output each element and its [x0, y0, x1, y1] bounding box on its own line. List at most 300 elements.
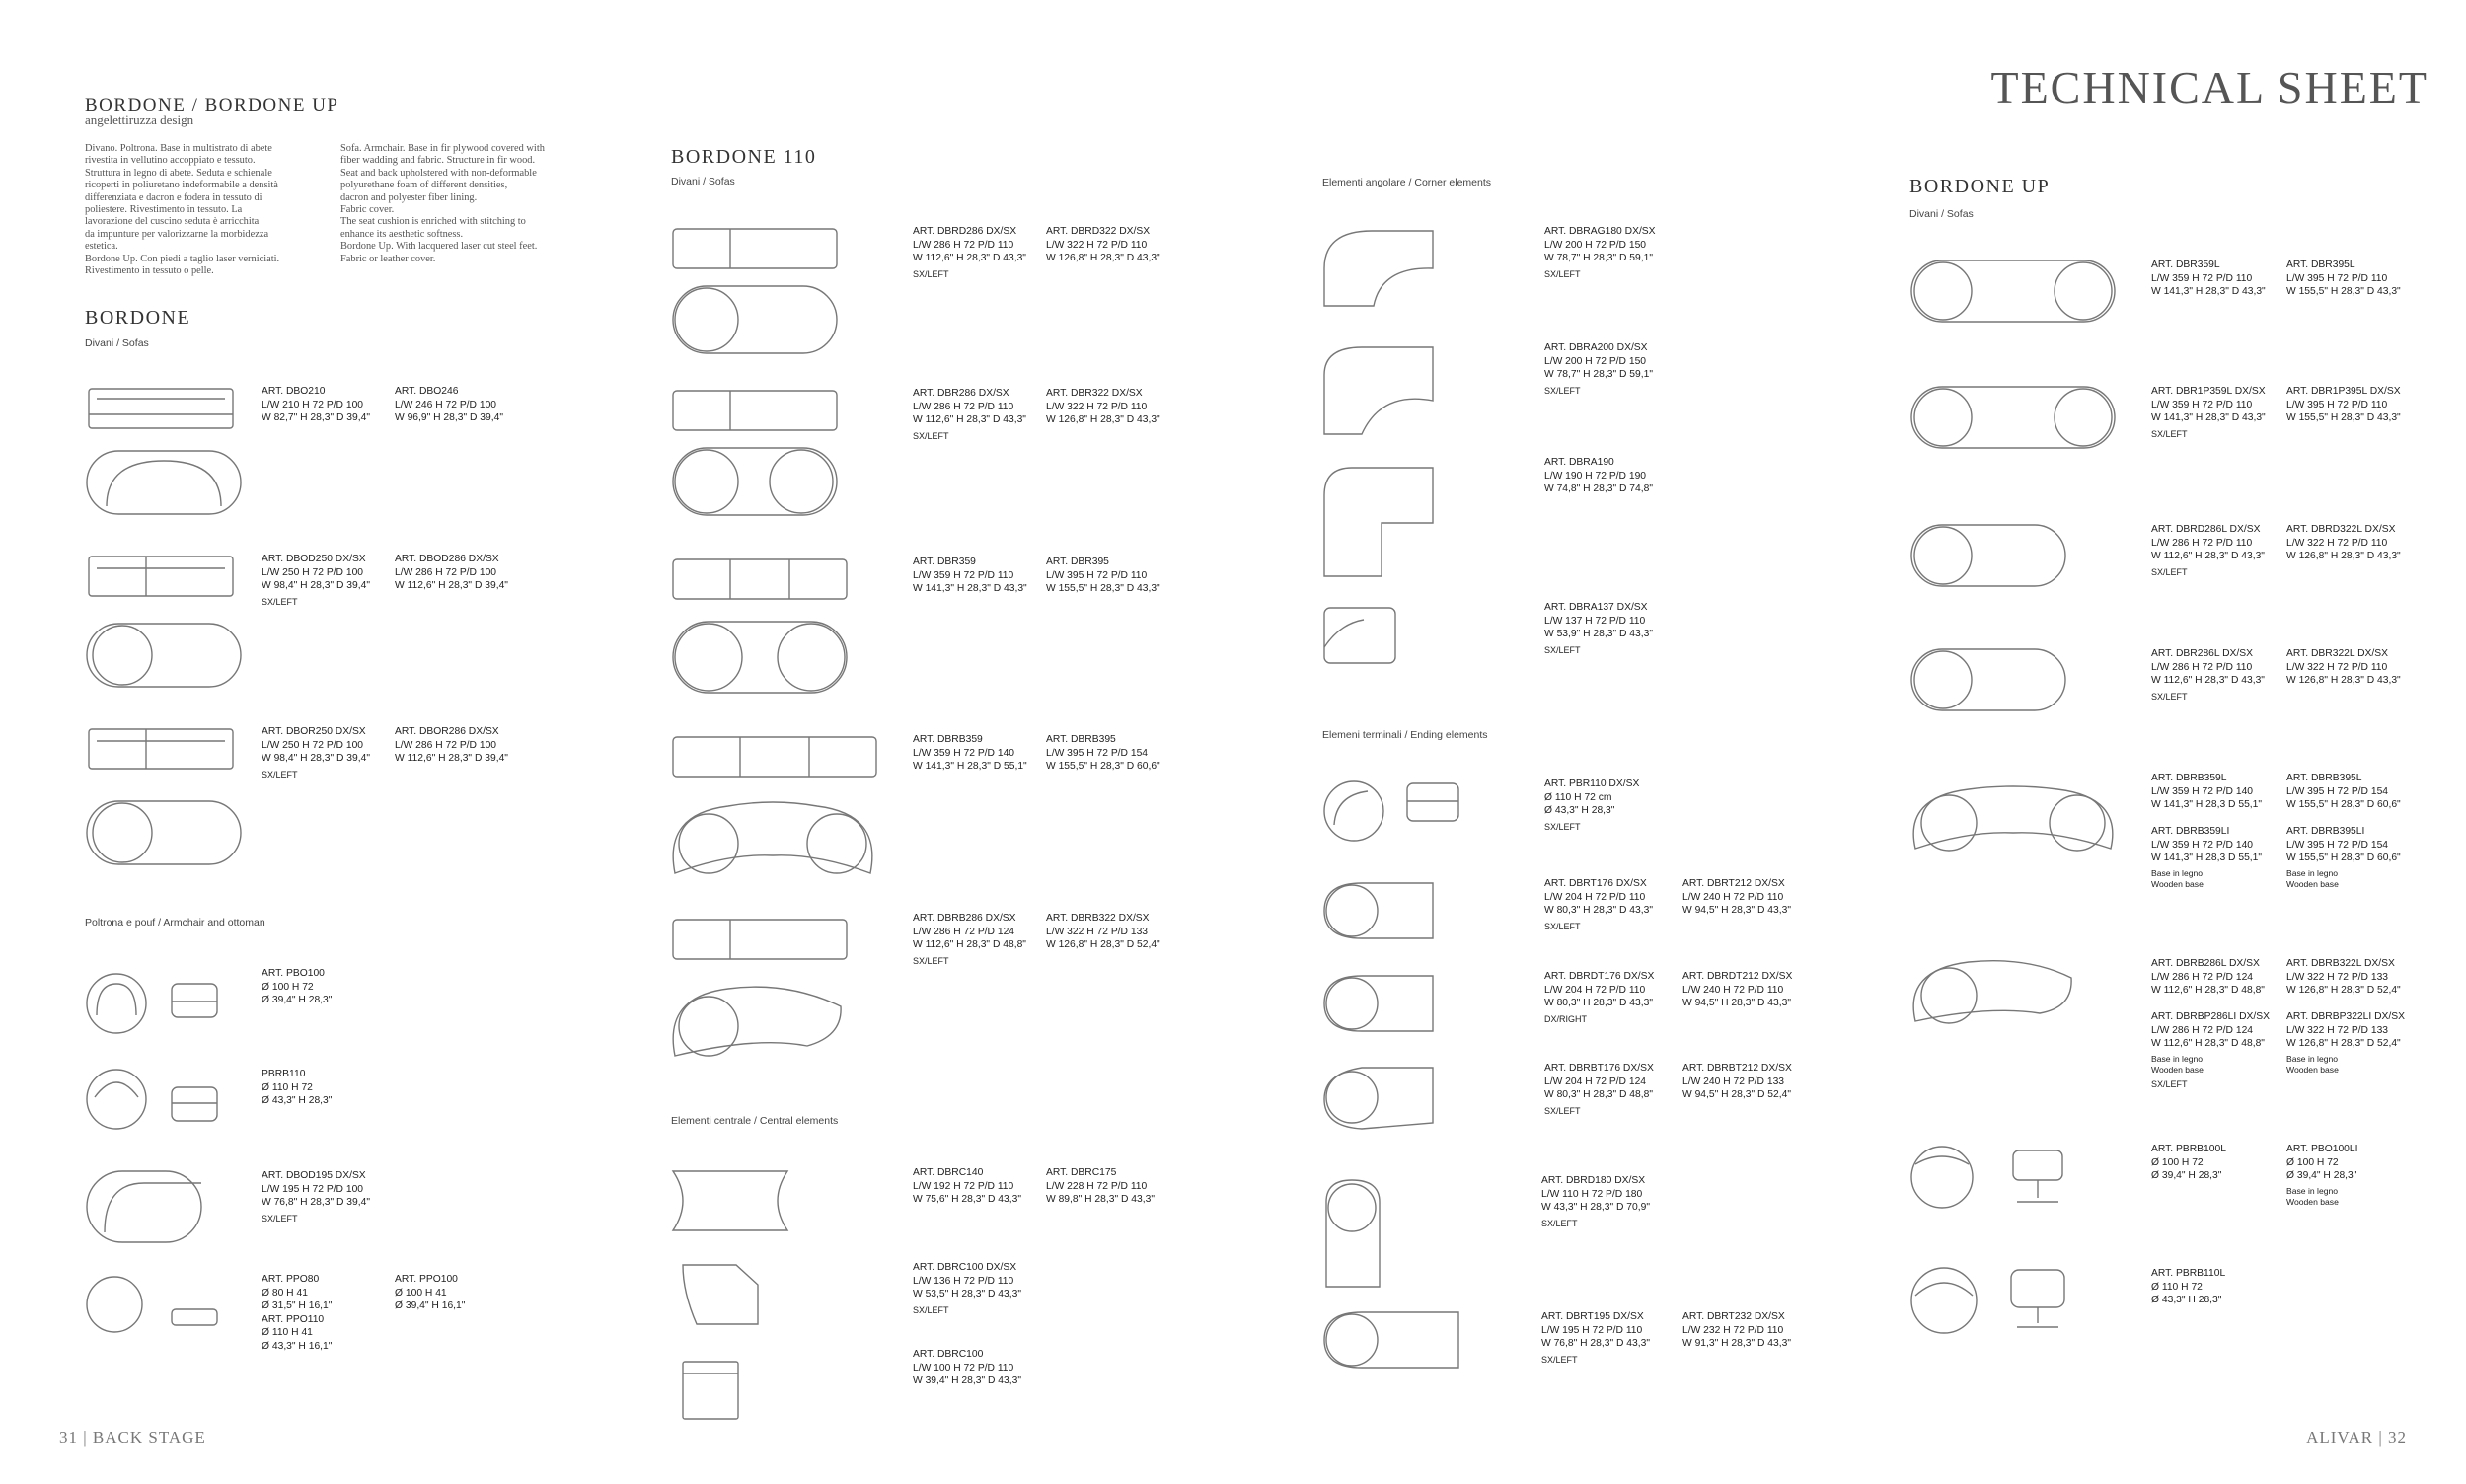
- product-dimension: W 126,8" H 28,3" D 43,3": [2286, 675, 2401, 686]
- central-element-top-view-icon: [681, 1263, 760, 1326]
- product-dimension: W 155,5" H 28,3" D 60,6": [1046, 761, 1160, 772]
- product-dimension: ART. DBRBP322LI DX/SX: [2286, 1011, 2405, 1022]
- product-dimension: W 141,3" H 28,3 D 55,1": [2151, 799, 2263, 810]
- product-dimension: L/W 322 H 72 P/D 133: [2286, 971, 2389, 983]
- product-dimension: W 155,5" H 28,3" D 43,3": [1046, 583, 1160, 594]
- central-element-top-view-icon: [671, 1169, 789, 1232]
- product-spec: [2286, 385, 2401, 425]
- product-dimension: L/W 322 H 72 P/D 133: [2286, 1024, 2389, 1036]
- product-code: ART. DBRT212 DX/SX: [1682, 878, 1785, 889]
- product-dimension: W 98,4" H 28,3" D 39,4": [262, 580, 370, 591]
- product-code: ART. DBRB359L: [2151, 773, 2227, 783]
- product-spec: [1682, 1062, 1792, 1102]
- description-line: Divano. Poltrona. Base in multistrato di abete: [85, 143, 272, 154]
- product-spec: [1682, 970, 1792, 1010]
- product-spec: [913, 225, 1026, 281]
- description-line: ricoperti in poliuretano indeformabile a densità: [85, 180, 278, 191]
- product-code: ART. DBRT195 DX/SX: [1541, 1311, 1644, 1322]
- product-code: ART. DBRT176 DX/SX: [1544, 878, 1647, 889]
- product-dimension: W 94,5" H 28,3" D 43,3": [1682, 905, 1791, 916]
- product-dimension: L/W 195 H 72 P/D 110: [1541, 1324, 1643, 1336]
- product-spec: [262, 1273, 332, 1353]
- product-spec: [2286, 772, 2401, 890]
- side-orientation: SX/LEFT: [1541, 1354, 1578, 1365]
- product-dimension: W 53,5" H 28,3" D 43,3": [913, 1289, 1021, 1299]
- armchair-top-view-icon: [1909, 1266, 1979, 1335]
- base-note: Base in legno Wooden base: [2286, 1053, 2339, 1075]
- product-spec: [1046, 225, 1160, 265]
- product-dimension: W 141,3" H 28,3 D 55,1": [2151, 853, 2263, 863]
- product-dimension: W 126,8" H 28,3" D 52,4": [2286, 985, 2401, 996]
- product-dimension: L/W 359 H 72 P/D 140: [2151, 839, 2254, 851]
- side-orientation: SX/LEFT: [1544, 268, 1581, 279]
- product-spec: [2151, 957, 2270, 1091]
- product-spec: [395, 725, 508, 766]
- side-orientation: SX/LEFT: [913, 1304, 949, 1315]
- product-dimension: L/W 240 H 72 P/D 110: [1682, 891, 1784, 903]
- description-line: Rivestimento in tessuto o pelle.: [85, 265, 214, 277]
- product-dimension: W 82,7" H 28,3" D 39,4": [262, 412, 370, 423]
- product-dimension: Ø 110 H 72: [2151, 1281, 2203, 1293]
- product-dimension: L/W 359 H 72 P/D 110: [2151, 272, 2253, 284]
- product-code: ART. DBO246: [395, 386, 459, 397]
- product-code: ART. DBRC140: [913, 1167, 984, 1178]
- product-dimension: W 78,7" H 28,3" D 59,1": [1544, 253, 1653, 263]
- product-spec: [2151, 259, 2266, 299]
- product-dimension: L/W 395 H 72 P/D 154: [1046, 747, 1149, 759]
- product-dimension: [2286, 812, 2401, 826]
- product-spec: [2286, 957, 2405, 1076]
- side-orientation: SX/LEFT: [2151, 428, 2188, 439]
- sofa-top-view-icon: [671, 620, 849, 695]
- sofa-side-view-icon: [671, 556, 849, 603]
- product-code: ART. DBRD322L DX/SX: [2286, 524, 2396, 535]
- product-code: ART. PBR110 DX/SX: [1544, 779, 1640, 789]
- product-dimension: Ø 100 H 72: [262, 981, 314, 993]
- product-dimension: W 112,6" H 28,3" D 39,4": [395, 580, 508, 591]
- collection-title: BORDONE / BORDONE UP: [85, 95, 339, 115]
- side-orientation: SX/LEFT: [1544, 385, 1581, 396]
- description-line: rivestita in vellutino accoppiato e tessuto.: [85, 155, 256, 167]
- product-code: ART. PBRB100L: [2151, 1144, 2226, 1154]
- corner-element-top-view-icon: [1322, 229, 1436, 308]
- product-code: ART. DBOD195 DX/SX: [262, 1170, 366, 1181]
- product-spec: [1544, 456, 1653, 496]
- product-dimension: W 126,8" H 28,3" D 52,4": [2286, 1038, 2401, 1049]
- product-dimension: L/W 228 H 72 P/D 110: [1046, 1180, 1148, 1192]
- curved-sofa-top-view-icon: [1909, 952, 2077, 1039]
- section-title-bordone: BORDONE: [85, 307, 191, 329]
- product-dimension: L/W 136 H 72 P/D 110: [913, 1275, 1014, 1287]
- product-dimension: L/W 110 H 72 P/D 180: [1541, 1188, 1643, 1200]
- product-code: ART. DBRB359: [913, 734, 983, 745]
- product-code: ART. DBRC175: [1046, 1167, 1117, 1178]
- product-code: ART. DBRC100 DX/SX: [913, 1262, 1017, 1273]
- side-orientation: SX/LEFT: [913, 430, 949, 441]
- side-orientation: SX/LEFT: [1544, 644, 1581, 655]
- ending-element-top-view-icon: [1322, 779, 1385, 843]
- product-dimension: L/W 200 H 72 P/D 150: [1544, 355, 1647, 367]
- side-orientation: SX/LEFT: [913, 268, 949, 279]
- section-title-bordone-110: BORDONE 110: [671, 146, 817, 168]
- product-dimension: Ø 43,3" H 16,1": [262, 1340, 333, 1352]
- product-spec: [1046, 387, 1160, 427]
- product-dimension: L/W 137 H 72 P/D 110: [1544, 615, 1646, 627]
- subsection-armchair: Poltrona e pouf / Armchair and ottoman: [85, 917, 265, 928]
- product-dimension: Ø 100 H 41: [395, 1287, 447, 1298]
- product-dimension: W 78,7" H 28,3" D 59,1": [1544, 369, 1653, 380]
- product-dimension: W 76,8" H 28,3" D 39,4": [262, 1197, 370, 1208]
- description-line: lavorazione del cuscino seduta è arricchita: [85, 216, 260, 228]
- product-dimension: W 112,6" H 28,3" D 43,3": [913, 253, 1026, 263]
- subsection-sofas-110: Divani / Sofas: [671, 176, 735, 187]
- product-dimension: L/W 246 H 72 P/D 100: [395, 399, 497, 410]
- product-dimension: W 141,3" H 28,3" D 55,1": [913, 761, 1027, 772]
- sofa-side-view-icon: [87, 725, 235, 775]
- description-line: Fabric or leather cover.: [340, 253, 436, 264]
- description-line: Bordone Up. With lacquered laser cut steel feet.: [340, 241, 538, 253]
- side-orientation: SX/LEFT: [1544, 1105, 1581, 1116]
- sofa-top-view-icon: [1909, 385, 2117, 450]
- product-dimension: ART. DBRB359LI: [2151, 826, 2230, 837]
- product-dimension: Ø 39,4" H 28,3": [2151, 1170, 2222, 1181]
- sofa-side-view-icon: [671, 225, 839, 272]
- product-dimension: L/W 286 H 72 P/D 124: [2151, 971, 2254, 983]
- ending-element-side-view-icon: [1405, 781, 1460, 823]
- product-spec: [262, 725, 370, 781]
- armchair-side-view-icon: [170, 982, 219, 1021]
- product-spec: [1682, 877, 1791, 918]
- product-code: ART. DBRB395: [1046, 734, 1116, 745]
- armchair-top-view-icon: [85, 1068, 148, 1131]
- product-spec: [913, 1166, 1021, 1207]
- product-code: ART. DBR395L: [2286, 260, 2355, 270]
- product-dimension: L/W 195 H 72 P/D 100: [262, 1183, 364, 1195]
- product-code: ART. DBR286L DX/SX: [2151, 648, 2254, 659]
- product-code: PBRB110: [262, 1069, 306, 1079]
- product-dimension: L/W 359 H 72 P/D 140: [913, 747, 1015, 759]
- product-dimension: Ø 43,3" H 28,3": [2151, 1295, 2222, 1305]
- product-code: ART. DBRB322L DX/SX: [2286, 958, 2395, 969]
- product-code: ART. DBRDT212 DX/SX: [1682, 971, 1793, 982]
- product-dimension: L/W 322 H 72 P/D 110: [1046, 401, 1148, 412]
- product-dimension: Ø 43,3" H 28,3": [1544, 805, 1615, 816]
- description-line: Seat and back upholstered with non-deformable: [340, 167, 537, 179]
- product-spec: [2151, 385, 2266, 441]
- description-line: Bordone Up. Con piedi a taglio laser verniciati.: [85, 253, 280, 264]
- footer-left: 31 | BACK STAGE: [59, 1428, 206, 1447]
- sofa-top-view-icon: [671, 284, 839, 355]
- product-dimension: W 91,3" H 28,3" D 43,3": [1682, 1338, 1791, 1349]
- ottoman-top-view-icon: [85, 1275, 144, 1334]
- side-orientation: SX/LEFT: [2151, 1078, 2188, 1089]
- product-spec: [1046, 1166, 1155, 1207]
- product-dimension: L/W 240 H 72 P/D 110: [1682, 984, 1784, 996]
- product-spec: [2286, 523, 2401, 563]
- product-dimension: W 141,3" H 28,3" D 43,3": [2151, 412, 2266, 423]
- base-note: Base in legno Wooden base: [2151, 1053, 2204, 1075]
- product-spec: [262, 553, 370, 609]
- product-code: ART. DBRD286 DX/SX: [913, 226, 1017, 237]
- product-code: ART. DBRBT176 DX/SX: [1544, 1063, 1654, 1074]
- product-code: ART. PPO100: [395, 1274, 458, 1285]
- product-dimension: W 112,6" H 28,3" D 48,8": [2151, 1038, 2265, 1049]
- description-line: polyurethane foam of different densities,: [340, 180, 508, 191]
- product-dimension: L/W 100 H 72 P/D 110: [913, 1362, 1014, 1373]
- product-dimension: Ø 110 H 72 cm: [1544, 791, 1612, 803]
- sofa-top-view-icon: [85, 1169, 203, 1244]
- sofa-top-view-icon: [1909, 259, 2117, 324]
- sofa-side-view-icon: [671, 387, 839, 434]
- product-spec: [2151, 647, 2265, 704]
- sofa-side-view-icon: [87, 385, 235, 434]
- armchair-side-view-icon: [2003, 1266, 2072, 1335]
- product-code: ART. DBRT232 DX/SX: [1682, 1311, 1785, 1322]
- description-line: estetica.: [85, 241, 118, 253]
- product-code: ART. DBRAG180 DX/SX: [1544, 226, 1656, 237]
- product-dimension: W 155,5" H 28,3" D 43,3": [2286, 412, 2401, 423]
- armchair-side-view-icon: [170, 1085, 219, 1125]
- curved-sofa-top-view-icon: [669, 794, 876, 893]
- description-line: Struttura in legno di abete. Seduta e schienale: [85, 167, 272, 179]
- product-spec: [913, 733, 1027, 774]
- product-spec: [395, 1273, 465, 1313]
- product-spec: [1544, 877, 1653, 933]
- product-dimension: Ø 100 H 72: [2151, 1156, 2204, 1168]
- product-spec: [913, 1261, 1021, 1317]
- product-dimension: L/W 204 H 72 P/D 110: [1544, 984, 1646, 996]
- product-dimension: Ø 31,5" H 16,1": [262, 1300, 333, 1311]
- product-code: ART. DBRBT212 DX/SX: [1682, 1063, 1792, 1074]
- product-code: ART. DBOR286 DX/SX: [395, 726, 499, 737]
- product-code: ART. DBOR250 DX/SX: [262, 726, 366, 737]
- ottoman-side-view-icon: [170, 1307, 219, 1329]
- product-dimension: W 155,5" H 28,3" D 60,6": [2286, 799, 2401, 810]
- product-spec: [1541, 1174, 1650, 1230]
- sofa-side-view-icon: [671, 733, 878, 780]
- ending-element-top-view-icon: [1322, 974, 1436, 1033]
- product-spec: [913, 1348, 1021, 1388]
- product-dimension: W 80,3" H 28,3" D 43,3": [1544, 905, 1653, 916]
- description-line: The seat cushion is enriched with stitching to: [340, 216, 526, 228]
- armchair-side-view-icon: [2003, 1145, 2072, 1210]
- curved-sofa-top-view-icon: [1909, 779, 2117, 866]
- product-dimension: W 155,5" H 28,3" D 43,3": [2286, 286, 2401, 297]
- product-dimension: L/W 250 H 72 P/D 100: [262, 739, 364, 751]
- product-code: ART. DBRDT176 DX/SX: [1544, 971, 1655, 982]
- product-dimension: W 112,6" H 28,3" D 48,8": [2151, 985, 2265, 996]
- description-line: differenziata e dacron e fodera in tessuto di: [85, 191, 262, 203]
- base-note: Base in legno Wooden base: [2286, 1185, 2339, 1207]
- product-dimension: W 39,4" H 28,3" D 43,3": [913, 1375, 1021, 1386]
- ending-element-top-view-icon: [1324, 1178, 1382, 1289]
- product-dimension: Ø 110 H 41: [262, 1327, 313, 1338]
- product-dimension: Ø 39,4" H 28,3": [262, 995, 333, 1005]
- product-dimension: W 89,8" H 28,3" D 43,3": [1046, 1194, 1155, 1205]
- product-dimension: W 126,8" H 28,3" D 52,4": [1046, 939, 1160, 950]
- product-dimension: L/W 286 H 72 P/D 110: [913, 239, 1014, 251]
- description-line: da impunture per valorizzarne la morbidezza: [85, 228, 269, 240]
- armchair-top-view-icon: [1909, 1145, 1975, 1210]
- subsection-corner-elements: Elementi angolare / Corner elements: [1322, 177, 1492, 188]
- product-spec: [2151, 772, 2262, 890]
- description-english: [340, 143, 592, 265]
- product-dimension: L/W 395 H 72 P/D 110: [2286, 272, 2388, 284]
- footer-right: ALIVAR | 32: [2306, 1428, 2407, 1447]
- product-dimension: Ø 43,3" H 28,3": [262, 1095, 333, 1106]
- description-italian: [85, 143, 336, 277]
- product-spec: [1682, 1310, 1791, 1351]
- product-dimension: [2286, 998, 2405, 1011]
- product-dimension: L/W 322 H 72 P/D 110: [2286, 537, 2388, 549]
- product-dimension: ART. DBRBP286LI DX/SX: [2151, 1011, 2270, 1022]
- product-spec: [2151, 1267, 2225, 1307]
- product-dimension: L/W 359 H 72 P/D 140: [2151, 785, 2254, 797]
- product-dimension: ART. PPO110: [262, 1313, 325, 1325]
- product-spec: [2151, 1143, 2226, 1183]
- product-spec: [1046, 733, 1160, 774]
- sofa-side-view-icon: [671, 916, 849, 963]
- product-spec: [1046, 912, 1160, 952]
- section-title-bordone-up: BORDONE UP: [1909, 176, 2051, 197]
- product-dimension: [2151, 998, 2270, 1011]
- product-spec: [262, 967, 332, 1007]
- corner-element-top-view-icon: [1322, 345, 1436, 436]
- product-dimension: W 80,3" H 28,3" D 43,3": [1544, 998, 1653, 1008]
- description-line: poliestere. Rivestimento in tessuto. La: [85, 204, 243, 216]
- product-code: ART. DBR359L: [2151, 260, 2220, 270]
- side-orientation: SX/LEFT: [2151, 566, 2188, 577]
- side-orientation: SX/LEFT: [1544, 921, 1581, 931]
- product-code: ART. PBRB110L: [2151, 1268, 2226, 1279]
- product-dimension: L/W 395 H 72 P/D 154: [2286, 839, 2389, 851]
- product-dimension: W 126,8" H 28,3" D 43,3": [2286, 551, 2401, 561]
- central-element-top-view-icon: [681, 1360, 740, 1421]
- product-spec: [913, 387, 1026, 443]
- product-code: ART. DBR1P359L DX/SX: [2151, 386, 2266, 397]
- ending-element-top-view-icon: [1322, 881, 1436, 940]
- side-orientation: SX/LEFT: [1541, 1218, 1578, 1228]
- description-line: dacron and polyester fiber lining.: [340, 191, 478, 203]
- subsection-sofas-bordone: Divani / Sofas: [85, 337, 149, 349]
- product-spec: [913, 912, 1026, 968]
- product-spec: [2286, 259, 2401, 299]
- product-spec: [1046, 556, 1160, 596]
- product-dimension: L/W 286 H 72 P/D 100: [395, 739, 497, 751]
- product-spec: [1544, 970, 1654, 1026]
- sofa-top-view-icon: [85, 799, 243, 866]
- sofa-top-view-icon: [1909, 523, 2067, 588]
- sofa-top-view-icon: [1909, 647, 2067, 712]
- product-dimension: L/W 200 H 72 P/D 150: [1544, 239, 1647, 251]
- product-dimension: L/W 232 H 72 P/D 110: [1682, 1324, 1784, 1336]
- product-dimension: W 76,8" H 28,3" D 43,3": [1541, 1338, 1650, 1349]
- product-dimension: W 74,8" H 28,3" D 74,8": [1544, 483, 1653, 494]
- product-dimension: L/W 250 H 72 P/D 100: [262, 566, 364, 578]
- product-spec: [913, 556, 1027, 596]
- corner-element-top-view-icon: [1322, 606, 1397, 665]
- product-code: ART. DBRD322 DX/SX: [1046, 226, 1151, 237]
- product-code: ART. DBRB286 DX/SX: [913, 913, 1016, 924]
- product-spec: [395, 385, 503, 425]
- product-dimension: W 112,6" H 28,3" D 48,8": [913, 939, 1026, 950]
- product-dimension: W 94,5" H 28,3" D 52,4": [1682, 1089, 1791, 1100]
- product-dimension: W 112,6" H 28,3" D 43,3": [2151, 675, 2265, 686]
- sofa-top-view-icon: [85, 622, 243, 689]
- product-dimension: L/W 395 H 72 P/D 110: [2286, 399, 2388, 410]
- product-dimension: Ø 110 H 72: [262, 1081, 313, 1093]
- product-dimension: W 126,8" H 28,3" D 43,3": [1046, 414, 1160, 425]
- sofa-side-view-icon: [87, 553, 235, 602]
- product-code: ART. DBRA200 DX/SX: [1544, 342, 1648, 353]
- description-line: fiber wadding and fabric. Structure in fir wood.: [340, 155, 536, 167]
- ending-element-top-view-icon: [1322, 1310, 1460, 1370]
- side-orientation: SX/LEFT: [1544, 821, 1581, 832]
- product-spec: [2286, 647, 2401, 688]
- product-dimension: L/W 395 H 72 P/D 154: [2286, 785, 2389, 797]
- subsection-ending-elements: Elemeni terminali / Ending elements: [1322, 729, 1488, 741]
- product-dimension: L/W 286 H 72 P/D 100: [395, 566, 497, 578]
- product-spec: [1544, 225, 1656, 281]
- product-code: ART. DBRD180 DX/SX: [1541, 1175, 1646, 1186]
- product-code: ART. DBO210: [262, 386, 326, 397]
- product-dimension: ART. DBRB395LI: [2286, 826, 2365, 837]
- product-dimension: L/W 286 H 72 P/D 110: [913, 401, 1014, 412]
- subsection-central-elements: Elementi centrale / Central elements: [671, 1115, 839, 1127]
- base-note: Base in legno Wooden base: [2151, 867, 2204, 889]
- product-code: ART. DBRC100: [913, 1349, 984, 1360]
- product-code: ART. PBO100LI: [2286, 1144, 2358, 1154]
- product-spec: [262, 1068, 332, 1108]
- designer-credit: angelettiruzza design: [85, 112, 194, 127]
- product-code: ART. PPO80: [262, 1274, 320, 1285]
- product-dimension: Ø 39,4" H 28,3": [2286, 1170, 2357, 1181]
- side-orientation: DX/RIGHT: [1544, 1013, 1588, 1024]
- product-spec: [1544, 601, 1653, 657]
- product-code: ART. DBRD286L DX/SX: [2151, 524, 2261, 535]
- product-code: ART. DBRA190: [1544, 457, 1614, 468]
- product-dimension: L/W 286 H 72 P/D 124: [913, 926, 1015, 937]
- product-code: ART. DBRB322 DX/SX: [1046, 913, 1150, 924]
- side-orientation: SX/LEFT: [262, 769, 298, 779]
- corner-element-top-view-icon: [1322, 466, 1436, 579]
- product-dimension: W 126,8" H 28,3" D 43,3": [1046, 253, 1160, 263]
- side-orientation: SX/LEFT: [262, 596, 298, 607]
- product-code: ART. DBR322 DX/SX: [1046, 388, 1143, 399]
- base-note: Base in legno Wooden base: [2286, 867, 2339, 889]
- product-dimension: L/W 204 H 72 P/D 110: [1544, 891, 1646, 903]
- product-spec: [1544, 778, 1639, 834]
- product-dimension: L/W 190 H 72 P/D 190: [1544, 470, 1647, 482]
- product-spec: [2286, 1143, 2358, 1208]
- product-dimension: W 98,4" H 28,3" D 39,4": [262, 753, 370, 764]
- product-dimension: W 112,6" H 28,3" D 43,3": [2151, 551, 2265, 561]
- description-line: Fabric cover.: [340, 204, 395, 216]
- description-line: Sofa. Armchair. Base in fir plywood covered with: [340, 143, 545, 154]
- product-spec: [1541, 1310, 1650, 1367]
- product-spec: [262, 1169, 370, 1225]
- product-dimension: L/W 322 H 72 P/D 133: [1046, 926, 1149, 937]
- product-dimension: W 112,6" H 28,3" D 43,3": [913, 414, 1026, 425]
- product-dimension: L/W 210 H 72 P/D 100: [262, 399, 364, 410]
- sofa-top-view-icon: [85, 449, 243, 516]
- product-dimension: W 80,3" H 28,3" D 48,8": [1544, 1089, 1653, 1100]
- product-dimension: L/W 192 H 72 P/D 110: [913, 1180, 1014, 1192]
- product-dimension: L/W 286 H 72 P/D 110: [2151, 661, 2253, 673]
- product-code: ART. DBR359: [913, 556, 976, 567]
- product-code: ART. DBRB395L: [2286, 773, 2362, 783]
- product-dimension: W 141,3" H 28,3" D 43,3": [913, 583, 1027, 594]
